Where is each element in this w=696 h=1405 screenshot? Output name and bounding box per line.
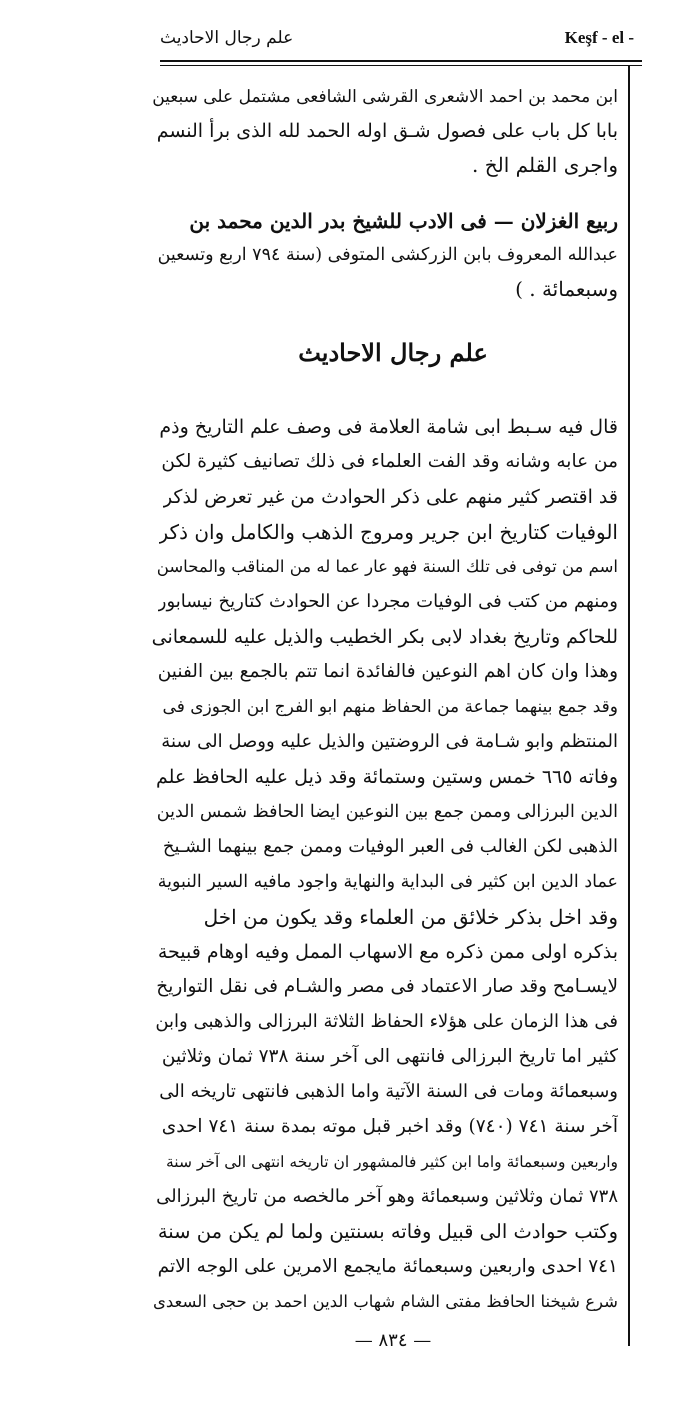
body-line: الذهبى لكن الغالب فى العبر الوفيات وممن جمع بينهما الشـيخ bbox=[162, 836, 618, 857]
header-rule-thin bbox=[160, 65, 642, 66]
running-section-title: علم رجال الاحاديث bbox=[160, 28, 294, 48]
running-header bbox=[160, 28, 634, 52]
body-line: شرع شيخنا الحافظ مفتى الشام شهاب الدين احمد بن حجى السعدى bbox=[152, 1292, 618, 1311]
body-line: المنتظم وابو شـامة فى الروضتين والذيل عليه ووصل الى سنة bbox=[161, 731, 618, 752]
top-entry-line: ابن محمد بن احمد الاشعرى القرشى الشافعى مشتمل على سبعين bbox=[152, 87, 618, 107]
header-rule-thick bbox=[160, 60, 642, 62]
section-heading: علم رجال الاحاديث bbox=[298, 338, 488, 367]
body-line: واربعين وسبعمائة واما ابن كثير فالمشهور ان تاريخه انتهى الى آخر سنة bbox=[165, 1153, 618, 1171]
body-line: وقد اخل بذكر خلائق من العلماء وقد يكون من اخل bbox=[203, 905, 618, 929]
body-line: لايسـامح وقد صار الاعتماد فى مصر والشـام فى نقل التواريخ bbox=[156, 976, 618, 997]
rabi-entry-line: ربيع الغزلان — فى الادب للشيخ بدر الدين محمد بن bbox=[189, 209, 618, 233]
body-line: وهذا وان كان اهم النوعين فالفائدة انما تتم بالجمع بين الفنين bbox=[157, 661, 618, 682]
body-line: ومنهم من كتب فى الوفيات مجردا عن الحوادث كتاريخ نيسابور bbox=[157, 591, 618, 612]
body-line: للحاكم وتاريخ بغداد لابى بكر الخطيب والذيل عليه للسمعانى bbox=[151, 626, 618, 648]
top-entry-line: واجرى القلم الخ . bbox=[472, 153, 618, 177]
body-line: وقد جمع بينهما جماعة من الحفاظ منهم ابو الفرج ابن الجوزى فى bbox=[162, 697, 618, 717]
running-catalog-title: Keşf - el - bbox=[564, 28, 634, 47]
body-line: آخر سنة ٧٤١ (٧٤٠) وقد اخبر قبل موته بمدة سنة ٧٤١ احدى bbox=[161, 1116, 618, 1137]
body-line: وفاته ٦٦٥ خمس وستين وستمائة وقد ذيل عليه الحافظ علم bbox=[156, 766, 618, 788]
page-number: — ٨٣٤ — bbox=[354, 1330, 432, 1351]
body-line: بذكره اولى ممن ذكره مع الاسهاب الممل وفيه اوهام قبيحة bbox=[157, 941, 618, 963]
body-line: الدين البرزالى وممن جمع بين النوعين ايضا الحافظ شمس الدين bbox=[156, 802, 618, 822]
body-line: اسم من توفى فى تلك السنة فهو عار عما له من المناقب والمحاسن bbox=[156, 557, 618, 576]
body-line: وسبعمائة ومات فى السنة الآتية واما الذهبى فانتهى تاريخه الى bbox=[159, 1081, 618, 1102]
body-line: كثير اما تاريخ البرزالى فانتهى الى آخر سنة ٧٣٨ ثمان وثلاثين bbox=[161, 1046, 618, 1067]
rabi-entry-line: عبدالله المعروف بابن الزركشى المتوفى (سنة ٧٩٤ اربع وتسعين bbox=[157, 245, 618, 265]
body-line: من عابه وشانه وقد الفت العلماء فى ذلك تصانيف كثيرة لكن bbox=[161, 451, 618, 472]
rabi-entry-line: وسبعمائة . ) bbox=[515, 277, 618, 301]
body-line: ٧٣٨ ثمان وثلاثين وسبعمائة وهو آخر مالخصه من تاريخ البرزالى bbox=[156, 1186, 618, 1207]
body-line: فى هذا الزمان على هؤلاء الحفاظ الثلاثة البرزالى والذهبى وابن bbox=[155, 1011, 618, 1032]
body-line: ٧٤١ احدى واربعين وسبعمائة مايجمع الامرين على الوجه الاتم bbox=[157, 1256, 618, 1277]
top-entry-line: بابا كل باب على فصول شـق اوله الحمد لله الذى برأ النسم bbox=[156, 120, 618, 142]
body-line: وكتب حوادث الى قبيل وفاته بسنتين ولما لم يكن من سنة bbox=[157, 1220, 618, 1243]
column-rule bbox=[628, 66, 630, 1346]
body-line: قد اقتصر كثير منهم على ذكر الحوادث من غير تعرض لذكر bbox=[162, 486, 618, 508]
body-line: الوفيات كتاريخ ابن جرير ومروج الذهب والكامل وان ذكر bbox=[158, 520, 618, 544]
body-line: قال فيه سـبط ابى شامة العلامة فى وصف علم التاريخ وذم bbox=[159, 416, 618, 438]
body-line: عماد الدين ابن كثير فى البداية والنهاية واجود مافيه السير النبوية bbox=[157, 872, 618, 892]
